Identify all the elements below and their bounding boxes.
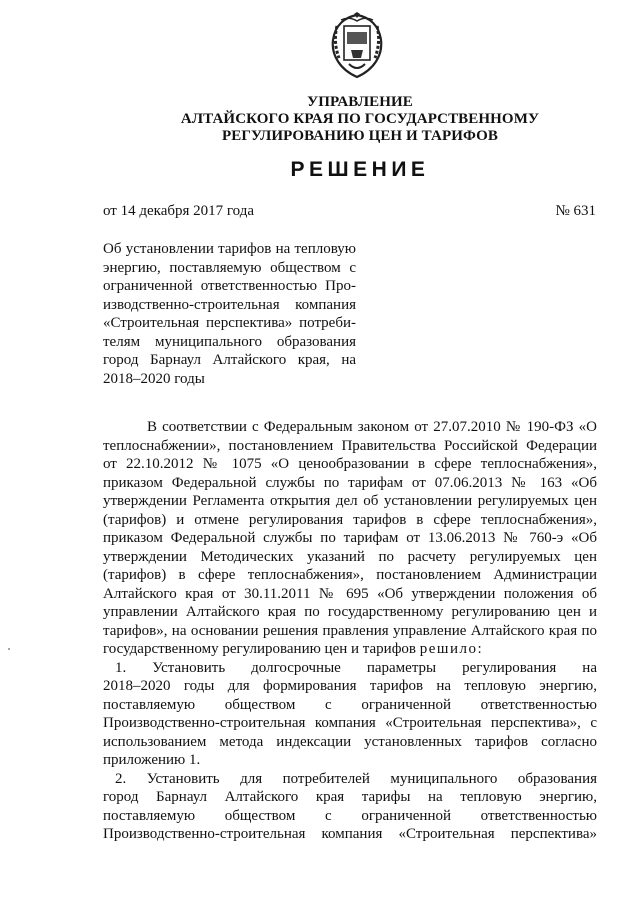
body-line: тарифов», на основании решения правления управление Алтайского края по — [103, 622, 597, 639]
scan-speck — [8, 648, 10, 650]
body-line — [103, 640, 597, 659]
authority-name-line-1: УПРАВЛЕНИЕ — [307, 94, 413, 110]
clause-1-line: 2018–2020 годы для формирования тарифов на тепловую энергию, — [103, 678, 597, 694]
body-line: приказом Федеральной службы по тарифам от 13.06.2013 № 760-э «Об — [103, 530, 597, 546]
subject-line: город Барнаул Алтайского края, на — [103, 352, 356, 368]
clause-2-line: поставляемую обществом с ограниченной ответственностью — [103, 807, 597, 824]
body-line: управлении Алтайского края по государственному регулированию цен и — [103, 604, 597, 620]
subject-line: ограниченной ответственностью Про- — [103, 278, 356, 294]
body-line: теплоснабжении», постановлением Правительства Российской Федерации — [103, 437, 597, 454]
body-line: (тарифов) и отмене регулирования тарифов в сфере теплоснабжения», — [103, 511, 597, 528]
body-line: (тарифов) в сфере теплоснабжения», постановлением Администрации — [103, 567, 597, 583]
subject-line: энергию, поставляемую обществом с — [103, 259, 356, 276]
body-line: от 22.10.2012 № 1075 «О ценообразовании в сфере теплоснабжения», — [103, 456, 597, 472]
clause-2-line: город Барнаул Алтайского края тарифы на тепловую энергию, — [103, 789, 597, 805]
body-line: Алтайского края от 30.11.2011 № 695 «Об утверждении положения об — [103, 585, 597, 602]
decision-subject — [103, 240, 356, 388]
resolved-word: решило: — [419, 641, 484, 657]
subject-line: телям муниципального образования — [103, 333, 356, 350]
decision-body — [103, 418, 597, 844]
body-line: В соответствии с Федеральным законом от 27.07.2010 № 190-ФЗ «О — [147, 419, 597, 435]
subject-line: Об установлении тарифов на тепловую — [103, 241, 356, 257]
authority-name-line-3: РЕГУЛИРОВАНИЮ ЦЕН И ТАРИФОВ — [221, 128, 499, 144]
document-date: от 14 декабря 2017 года — [103, 203, 255, 219]
clause-2-line: Производственно-строительная компания «Строительная перспектива» — [103, 826, 597, 842]
clause-1-line: 1. Установить долгосрочные параметры регулирования на — [115, 659, 597, 676]
body-line: приказом Федеральной службы по тарифам от 07.06.2013 № 163 «Об — [103, 474, 597, 491]
subject-line: изводственно-строительная компания — [103, 296, 356, 313]
coat-of-arms-emblem — [327, 12, 387, 80]
clause-2-line: 2. Установить для потребителей муниципального образования — [115, 770, 597, 787]
body-line-text: государственному регулированию цен и тарифов — [103, 641, 420, 657]
clause-1-line: приложению 1. — [103, 752, 201, 768]
body-line: утверждении Методических указаний по расчету регулируемых цен — [103, 548, 597, 565]
subject-line: 2018–2020 годы — [103, 370, 205, 387]
authority-name-line-2: АЛТАЙСКОГО КРАЯ ПО ГОСУДАРСТВЕННОМУ — [180, 111, 540, 127]
clause-1-line: использованием метода индексации установленных тарифов согласно — [103, 733, 597, 750]
clause-1-line: поставляемую обществом с ограниченной ответственностью — [103, 696, 597, 713]
clause-1-line: Производственно-строительная компания «Строительная перспектива», с — [103, 715, 597, 731]
document-number: № 631 — [555, 203, 596, 219]
body-line: утверждении Регламента открытия дел об установлении регулируемых цен — [103, 493, 597, 509]
document-title: РЕШЕНИЕ — [290, 158, 430, 181]
subject-line: «Строительная перспектива» потреби- — [103, 315, 356, 331]
